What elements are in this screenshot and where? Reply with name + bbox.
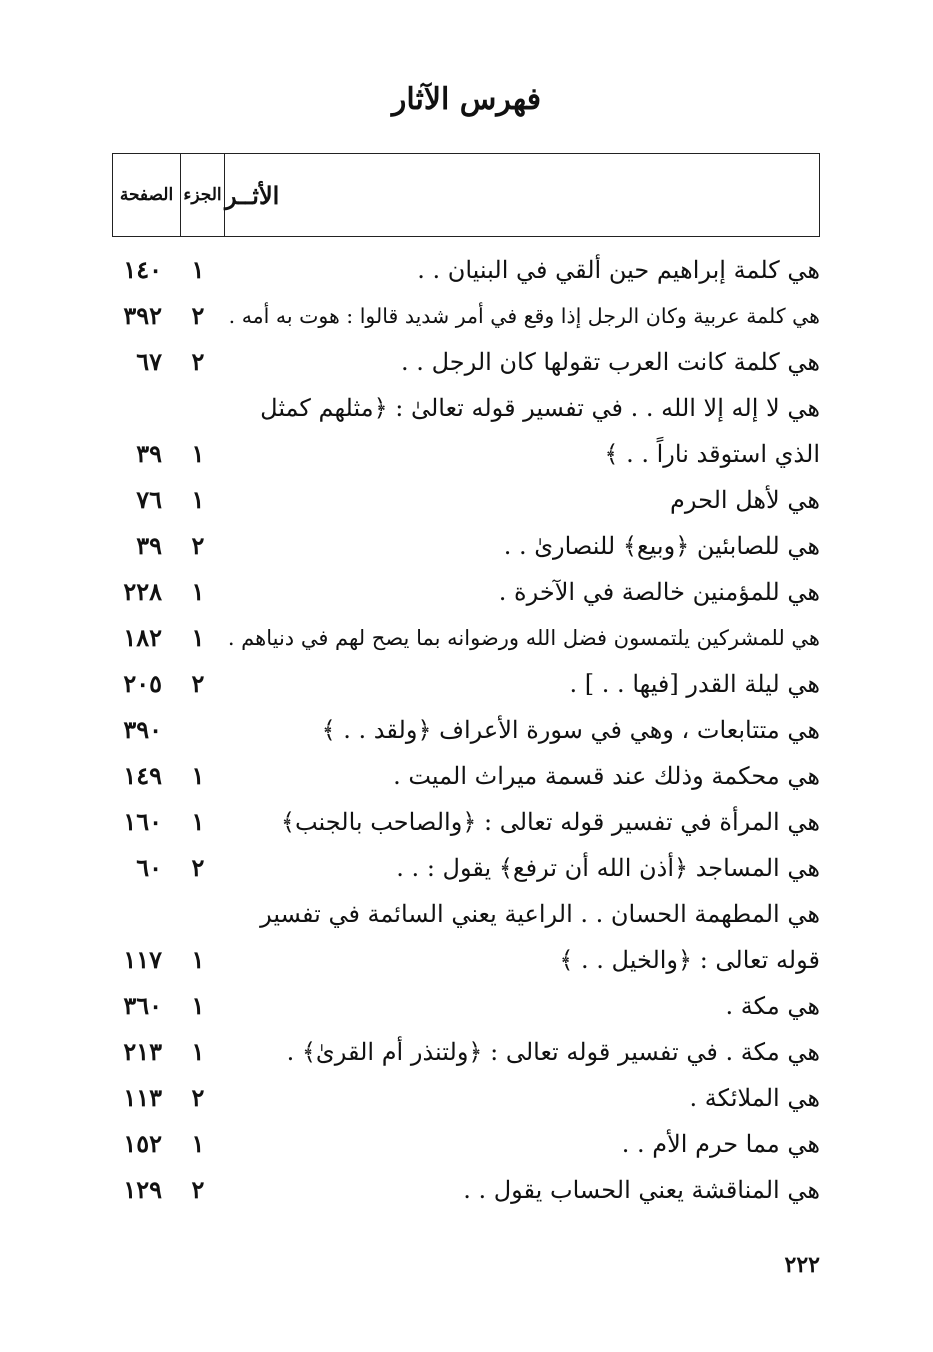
athar-text: هي للمشركين يلتمسون فضل الله ورضوانه بما يصح لهم في دنياهم . xyxy=(227,626,820,650)
page-number: ١٢٩ xyxy=(123,1175,162,1204)
table-row xyxy=(0,1167,933,1213)
athar-text: هي لأهل الحرم xyxy=(669,486,820,514)
juz-number: ١ xyxy=(191,991,205,1020)
table-row xyxy=(0,1075,933,1121)
table-row xyxy=(0,477,933,523)
juz-number: ٢ xyxy=(191,347,205,376)
athar-text: هي للمؤمنين خالصة في الآخرة . xyxy=(498,578,820,606)
juz-number: ٢ xyxy=(191,1083,205,1112)
juz-number xyxy=(178,891,218,937)
juz-number: ٢ xyxy=(191,531,205,560)
header-page: الصفحة xyxy=(119,185,174,205)
page-number: ١٨٢ xyxy=(123,623,162,652)
table-row xyxy=(0,937,933,983)
table-row xyxy=(0,247,933,293)
table-header xyxy=(112,153,820,237)
athar-text: هي المرأة في تفسير قوله تعالى : ﴿والصاحب بالجنب﴾ xyxy=(280,808,820,836)
athar-text: هي متتابعات ، وهي في سورة الأعراف ﴿ولقد . . ﴾ xyxy=(321,716,820,744)
page-number: ١٦٠ xyxy=(123,807,162,836)
juz-number: ١ xyxy=(191,485,205,514)
page-number: ٣٩ xyxy=(136,531,162,560)
juz-number: ٢ xyxy=(191,301,205,330)
athar-text: هي كلمة إبراهيم حين ألقي في البنيان . . xyxy=(417,256,820,284)
page-number xyxy=(100,891,162,937)
page-number: ٦٧ xyxy=(136,347,162,376)
table-row xyxy=(0,799,933,845)
page-number: ١٤٠ xyxy=(123,255,162,284)
table-row xyxy=(0,661,933,707)
table-row xyxy=(0,569,933,615)
table-row xyxy=(0,523,933,569)
table-row xyxy=(0,983,933,1029)
athar-text: هي مكة . في تفسير قوله تعالى : ﴿ولتنذر أم القرىٰ﴾ . xyxy=(286,1038,820,1066)
juz-number: ١ xyxy=(191,1129,205,1158)
page-number: ٣٩٠ xyxy=(123,715,162,744)
table-row xyxy=(0,1029,933,1075)
juz-number xyxy=(178,385,218,431)
table-row xyxy=(0,615,933,661)
table-row xyxy=(0,385,933,431)
page-number: ٧٦ xyxy=(136,485,162,514)
page-number: ١١٣ xyxy=(123,1083,162,1112)
folio-page-number: ٢٢٢ xyxy=(784,1252,820,1278)
athar-text: هي المساجد ﴿أذن الله أن ترفع﴾ يقول : . . xyxy=(396,854,820,882)
page-number: ٣٦٠ xyxy=(123,991,162,1020)
page-number: ٢١٣ xyxy=(123,1037,162,1066)
juz-number: ١ xyxy=(191,439,205,468)
juz-number: ١ xyxy=(191,761,205,790)
athar-text: هي كلمة كانت العرب تقولها كان الرجل . . xyxy=(401,348,820,376)
athar-text: هي المناقشة يعني الحساب يقول . . xyxy=(463,1176,820,1204)
athar-text: هي لا إله إلا الله . . في تفسير قوله تعالىٰ : ﴿مثلهم كمثل xyxy=(260,394,820,422)
juz-number: ١ xyxy=(191,255,205,284)
athar-text: هي محكمة وذلك عند قسمة ميراث الميت . xyxy=(393,762,820,790)
athar-text: الذي استوقد ناراً . . ﴾ xyxy=(604,440,820,468)
juz-number xyxy=(178,707,218,753)
athar-text: هي المطهمة الحسان . . الراعية يعني السائمة في تفسير xyxy=(260,900,820,928)
page-number: ١٥٢ xyxy=(123,1129,162,1158)
table-row xyxy=(0,707,933,753)
table-row xyxy=(0,891,933,937)
page-number: ٢٢٨ xyxy=(123,577,162,606)
athar-text: هي مما حرم الأم . . xyxy=(621,1130,820,1158)
athar-text: هي الملائكة . xyxy=(689,1084,820,1112)
table-row xyxy=(0,431,933,477)
athar-text: هي ليلة القدر [فيها . . ] . xyxy=(569,670,820,698)
page-number xyxy=(100,385,162,431)
table-row xyxy=(0,293,933,339)
juz-number: ٢ xyxy=(191,853,205,882)
athar-text: هي للصابئين ﴿وبيع﴾ للنصارىٰ . . xyxy=(503,532,820,560)
header-athar: الأثــر xyxy=(225,180,280,210)
juz-number: ١ xyxy=(191,945,205,974)
page-title: فهرس الآثار xyxy=(391,82,542,117)
athar-text: هي مكة . xyxy=(725,992,820,1020)
table-row xyxy=(0,753,933,799)
header-juz: الجزء xyxy=(180,154,225,236)
page-number: ١١٧ xyxy=(123,945,162,974)
juz-number: ٢ xyxy=(191,1175,205,1204)
table-row xyxy=(0,845,933,891)
page-number: ٣٩ xyxy=(136,439,162,468)
page-number: ٣٩٢ xyxy=(123,301,162,330)
page-number: ١٤٩ xyxy=(123,761,162,790)
juz-number: ١ xyxy=(191,577,205,606)
juz-number: ١ xyxy=(191,1037,205,1066)
page-number: ٢٠٥ xyxy=(123,669,162,698)
juz-number: ١ xyxy=(191,623,205,652)
juz-number: ١ xyxy=(191,807,205,836)
page-number: ٦٠ xyxy=(136,853,162,882)
juz-number: ٢ xyxy=(191,669,205,698)
athar-text: قوله تعالى : ﴿والخيل . . ﴾ xyxy=(559,946,820,974)
table-row xyxy=(0,339,933,385)
athar-text: هي كلمة عربية وكان الرجل إذا وقع في أمر شديد قالوا : هوت به أمه . xyxy=(228,304,820,328)
table-row xyxy=(0,1121,933,1167)
